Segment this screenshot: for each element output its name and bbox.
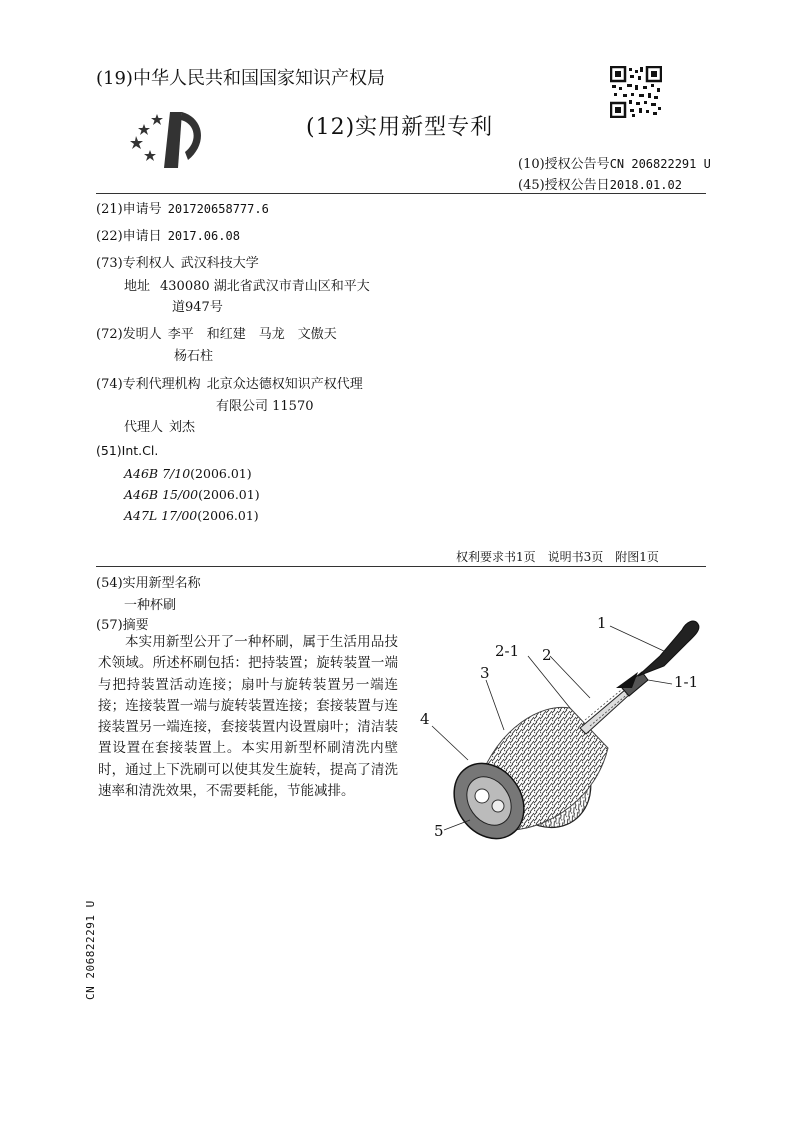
figure-label-4: 4 — [420, 710, 430, 728]
ipc-entry — [124, 508, 259, 523]
application-date-label: (22)申请日 — [96, 229, 162, 244]
patentee-label: (73)专利权人 — [96, 256, 175, 271]
application-number — [96, 198, 269, 217]
side-publication-number: CN 206822291 U — [84, 900, 97, 1000]
figure-label-5: 5 — [434, 822, 444, 840]
application-date — [96, 225, 240, 244]
application-number-label: (21)申请号 — [96, 202, 162, 217]
inventors — [96, 323, 337, 342]
cnipa-logo — [130, 108, 210, 170]
address-label: 地址 — [124, 279, 151, 294]
title-label: (54)实用新型名称 — [96, 576, 201, 591]
agent — [124, 416, 195, 435]
inventors-label: (72)发明人 — [96, 327, 162, 342]
figure-label-1: 1 — [597, 614, 607, 632]
publication-date-value: 2018.01.02 — [609, 178, 682, 192]
header-rule — [96, 193, 706, 194]
ipc-entry — [124, 487, 260, 502]
agency — [96, 373, 363, 392]
publication-number-label: (10)授权公告号 — [518, 157, 610, 172]
ipc-version: (2006.01) — [190, 466, 252, 481]
application-number-value: 201720658777.6 — [167, 202, 269, 216]
figure-label-3: 3 — [480, 664, 490, 682]
publication-number-value: CN 206822291 U — [609, 157, 711, 171]
agency-label: (74)专利代理机构 — [96, 377, 201, 392]
application-date-value: 2017.06.08 — [167, 229, 240, 243]
figure-label-2-1: 2-1 — [495, 642, 520, 660]
publication-date — [518, 174, 682, 193]
patentee — [96, 252, 259, 271]
publication-number — [518, 153, 711, 172]
qr-code — [610, 66, 662, 118]
agency-line-1: 北京众达德权知识产权代理 — [206, 377, 363, 392]
agency-line-2: 有限公司 11570 — [216, 399, 314, 414]
inventors-line-2: 杨石柱 — [174, 349, 214, 364]
figure-label-2: 2 — [542, 646, 552, 664]
ipc-code: A46B 7/10 — [124, 466, 191, 481]
inventors-line-1: 李平 和红建 马龙 文傲天 — [167, 327, 337, 342]
patent-office: (19)中华人民共和国国家知识产权局 — [96, 68, 385, 89]
ipc-version: (2006.01) — [197, 508, 259, 523]
agent-value: 刘杰 — [169, 420, 196, 435]
abstract-text: 本实用新型公开了一种杯刷，属于生活用品技术领域。所述杯刷包括：把持装置；旋转装置一端与把持装置活动连接；扇叶与旋转装置另一端连接；连接装置一端与旋转装置连接；套接装置与连接装置另一端连接，套接装置内设置扇叶；清洁装置设置在套接装置上。本实用新型杯刷清洗内壁时，通过上下洗刷可以使其发生旋转，提高了清洗速率和清洗效果，不需要耗能，节能减排。 — [98, 634, 398, 800]
section-rule — [96, 566, 706, 567]
patentee-value: 武汉科技大学 — [180, 256, 259, 271]
utility-model-title: 一种杯刷 — [124, 598, 177, 613]
ipc-code: A47L 17/00 — [124, 508, 198, 523]
publication-date-label: (45)授权公告日 — [518, 178, 610, 193]
address-line-2: 道947号 — [172, 300, 223, 315]
ipc-version: (2006.01) — [198, 487, 260, 502]
page-counts: 权利要求书1页 说明书3页 附图1页 — [456, 550, 659, 564]
cup-brush-figure — [420, 608, 720, 848]
figure-label-1-1: 1-1 — [674, 673, 699, 691]
patent-kind: (12)实用新型专利 — [306, 115, 494, 140]
agent-label: 代理人 — [124, 420, 164, 435]
ipc-code: A46B 15/00 — [124, 487, 199, 502]
ipc-entry — [124, 466, 252, 481]
address-line-1: 430080 湖北省武汉市青山区和平大 — [160, 279, 370, 294]
abstract-label: (57)摘要 — [96, 618, 149, 633]
int-cl-label: (51)Int.Cl. — [96, 443, 159, 458]
